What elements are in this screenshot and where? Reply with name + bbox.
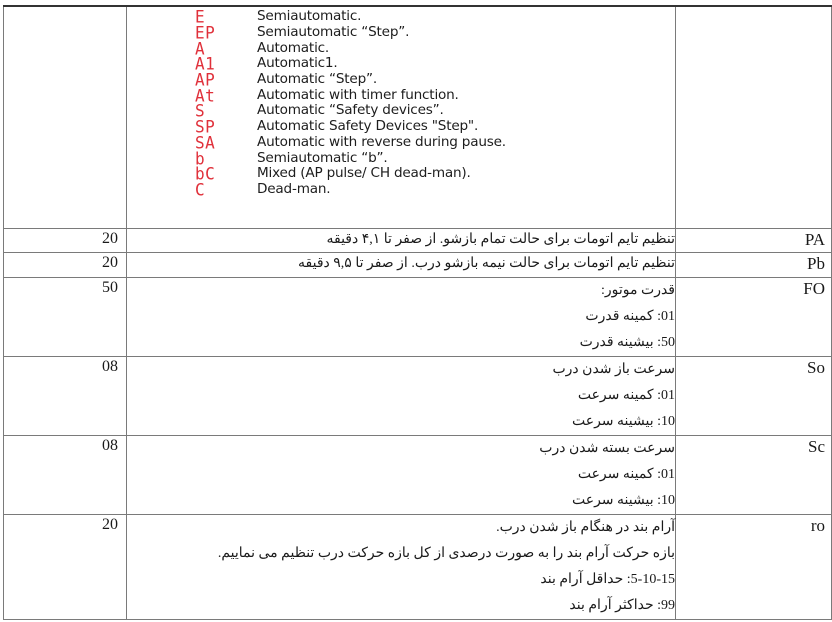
mode-label: Automatic “Safety devices”. [257,102,444,119]
table-row-pb [4,252,832,277]
mode-item [195,163,675,184]
mode-item [195,38,675,59]
led-code: A1 [195,53,216,74]
desc-note: بازه حرکت آرام بند را به صورت درصدی از کل بازه حرکت درب تنظیم می نماییم. [217,545,675,561]
mode-label: Semiautomatic. [257,8,362,25]
modes-list [127,6,676,228]
value-cell: 08 [4,435,127,514]
desc-title: قدرت موتور: [601,282,675,298]
table-row-ro [4,514,832,619]
desc-max: 10: بیشینه سرعت [571,492,675,508]
led-code: b [195,148,206,169]
led-code: EP [195,22,216,43]
led-code: bC [195,163,216,184]
value-cell: 20 [4,228,127,252]
code-cell: PA [676,228,832,252]
mode-label: Automatic1. [257,55,338,72]
table-row-so [4,356,832,435]
description-cell [127,277,676,356]
table-row-modes [4,6,832,228]
code-cell [676,6,832,228]
led-code: S [195,100,206,121]
led-code: E [195,6,206,27]
description-cell: تنظیم تایم اتومات برای حالت نیمه بازشو درب. از صفر تا ۹,۵ دقیقه [127,252,676,277]
mode-item [195,132,675,153]
value-cell: 08 [4,356,127,435]
mode-label: Automatic “Step”. [257,71,377,88]
mode-label: Semiautomatic “Step”. [257,24,410,41]
code-cell: Sc [676,435,832,514]
mode-item [195,53,675,74]
desc-max: 10: بیشینه سرعت [571,413,675,429]
table-row-sc [4,435,832,514]
desc-title: آرام بند در هنگام باز شدن درب. [496,519,675,535]
mode-label: Automatic with reverse during pause. [257,133,506,150]
desc-title: سرعت باز شدن درب [552,361,675,377]
description-cell [127,514,676,619]
desc-min: 01: کمینه سرعت [577,466,675,482]
mode-item [195,69,675,90]
code-cell: So [676,356,832,435]
description-cell: تنظیم تایم اتومات برای حالت تمام بازشو. از صفر تا ۴,۱ دقیقه [127,228,676,252]
mode-label: Automatic Safety Devices "Step". [257,118,479,135]
desc-min: 01: کمینه سرعت [577,387,675,403]
value-cell [4,6,127,228]
code-cell: Pb [676,252,832,277]
desc-max: 99: حداکثر آرام بند [569,597,675,613]
parameter-table [3,5,832,620]
led-code: At [195,85,216,106]
led-code: C [195,179,206,200]
mode-label: Mixed (AP pulse/ CH dead-man). [257,165,471,182]
desc-max: 50: بیشینه قدرت [579,334,675,350]
mode-label: Automatic with timer function. [257,86,459,103]
mode-label: Dead-man. [257,180,331,197]
mode-item [195,100,675,121]
mode-item [195,116,675,137]
value-cell: 50 [4,277,127,356]
mode-label: Semiautomatic “b”. [257,149,388,166]
desc-min: 5-10-15: حداقل آرام بند [540,571,675,587]
led-code: A [195,38,206,59]
description-cell [127,356,676,435]
desc-min: 01: کمینه قدرت [585,308,675,324]
led-code: SP [195,116,216,137]
mode-item [195,85,675,106]
value-cell: 20 [4,252,127,277]
mode-item [195,6,675,27]
mode-item [195,148,675,169]
code-cell: FO [676,277,832,356]
mode-label: Automatic. [257,39,330,56]
description-cell [127,435,676,514]
mode-item [195,22,675,43]
code-cell: ro [676,514,832,619]
table-row-pa [4,228,832,252]
desc-title: سرعت بسته شدن درب [539,440,675,456]
table-row-fo [4,277,832,356]
mode-item [195,179,675,200]
led-code: AP [195,69,216,90]
value-cell: 20 [4,514,127,619]
led-code: SA [195,132,216,153]
